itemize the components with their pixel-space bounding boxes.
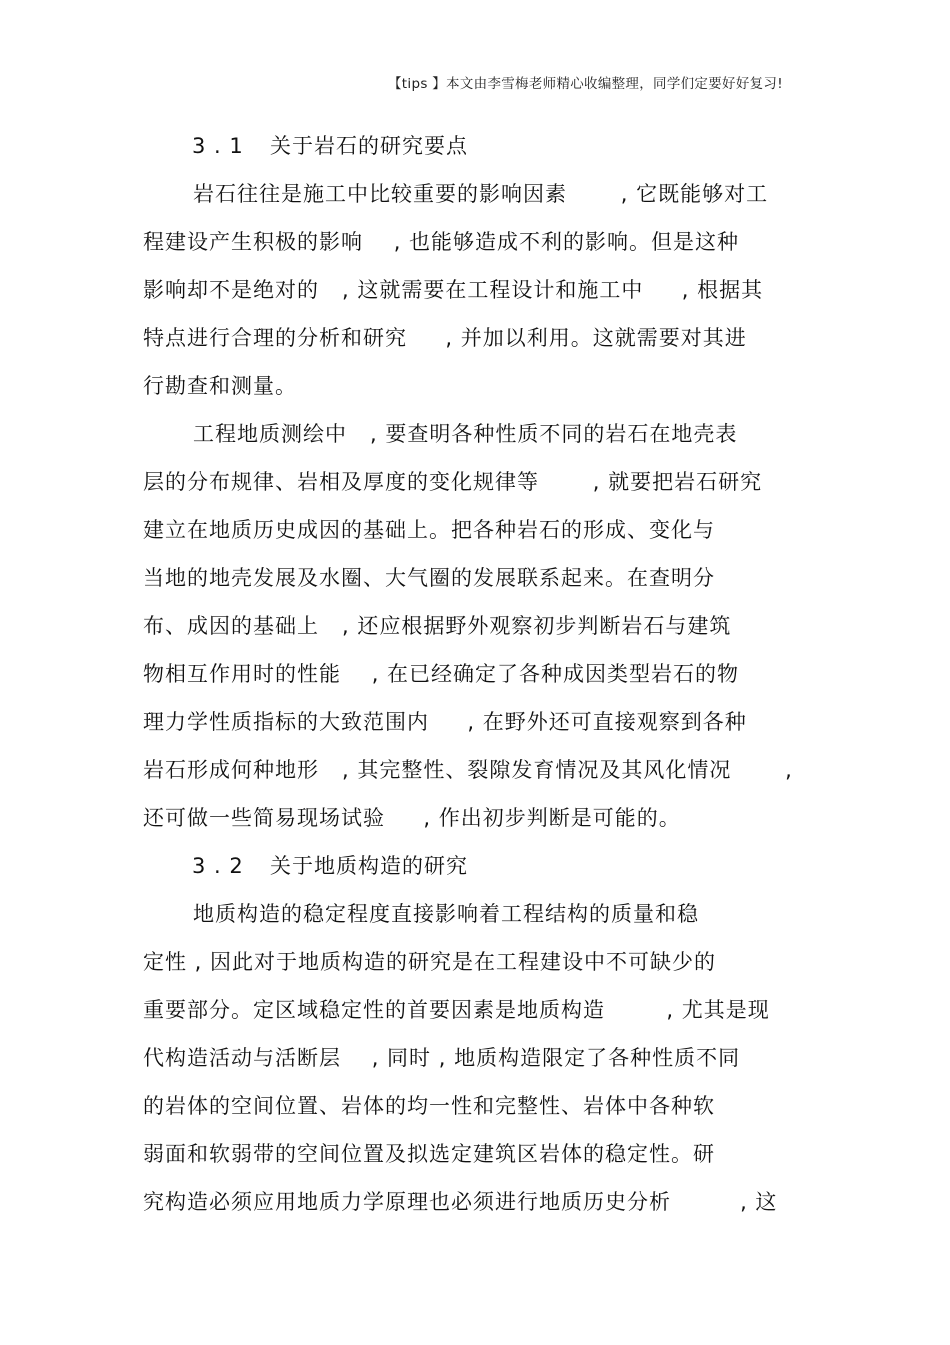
section-title: 关于岩石的研究要点: [270, 134, 468, 158]
paragraph-line: 岩石形成何种地形 , 其完整性、裂隙发育情况及其风化情况 ,: [143, 758, 793, 782]
section-number: 3 . 1: [192, 134, 244, 158]
paragraph-line: 布、成因的基础上 , 还应根据野外观察初步判断岩石与建筑: [143, 614, 732, 638]
section-number: 3 . 2: [192, 854, 244, 878]
paragraph-line: 工程地质测绘中 , 要查明各种性质不同的岩石在地壳表: [193, 422, 738, 446]
paragraph-line: 程建设产生积极的影响 , 也能够造成不利的影响。但是这种: [143, 230, 740, 254]
paragraph-line: 影响却不是绝对的 , 这就需要在工程设计和施工中 , 根据其: [143, 278, 764, 302]
paragraph-line: 特点进行合理的分析和研究 , 并加以利用。这就需要对其进: [143, 326, 747, 350]
paragraph-line: 的岩体的空间位置、岩体的均一性和完整性、岩体中各种软: [143, 1094, 715, 1118]
paragraph-line: 定性 , 因此对于地质构造的研究是在工程建设中不可缺少的: [143, 950, 717, 974]
paragraph-line: 层的分布规律、岩相及厚度的变化规律等 , 就要把岩石研究: [143, 470, 763, 494]
paragraph-line: 建立在地质历史成因的基础上。把各种岩石的形成、变化与: [143, 518, 715, 542]
paragraph-line: 理力学性质指标的大致范围内 , 在野外还可直接观察到各种: [143, 710, 747, 734]
paragraph-line: 还可做一些简易现场试验 , 作出初步判断是可能的。: [143, 806, 681, 830]
paragraph-line: 代构造活动与活断层 , 同时 , 地质构造限定了各种性质不同: [143, 1046, 741, 1070]
paragraph-line: 物相互作用时的性能 , 在已经确定了各种成因类型岩石的物: [143, 662, 740, 686]
section-title: 关于地质构造的研究: [270, 854, 468, 878]
paragraph-line: 重要部分。定区域稳定性的首要因素是地质构造 , 尤其是现: [143, 998, 770, 1022]
paragraph-line: 岩石往往是施工中比较重要的影响因素 , 它既能够对工: [193, 182, 769, 206]
tips-header: 【tips 】本文由李雪梅老师精心收编整理，同学们定要好好复习!: [388, 76, 783, 92]
paragraph-line: 究构造必须应用地质力学原理也必须进行地质历史分析 , 这: [143, 1190, 778, 1214]
paragraph-line: 当地的地壳发展及水圈、大气圈的发展联系起来。在查明分: [143, 566, 715, 590]
paragraph-line: 行勘查和测量。: [143, 374, 297, 398]
paragraph-line: 弱面和软弱带的空间位置及拟选定建筑区岩体的稳定性。研: [143, 1142, 715, 1166]
section-heading-3-2: [192, 856, 468, 877]
section-heading-3-1: [192, 136, 468, 157]
paragraph-line: 地质构造的稳定程度直接影响着工程结构的质量和稳: [193, 902, 699, 926]
